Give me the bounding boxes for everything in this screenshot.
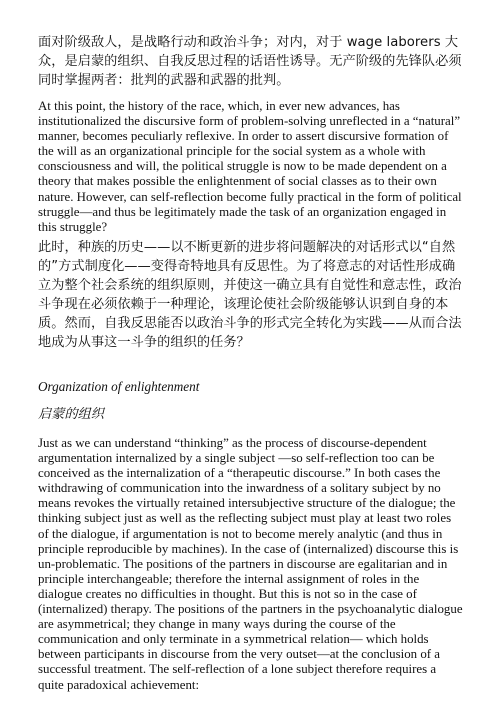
section-heading-zh: 启蒙的组织	[38, 407, 104, 422]
paragraph-zh-history: 此时，种族的历史——以不断更新的进步将问题解决的对话形式以“自然的”方式制度化——变得奇特地具有反思性。为了将意志的对话性形成确立为整个社会系统的组织原则，并使这一确立具有自觉性和意志性，政治斗争现在必须依赖于一种理论，该理论使社会阶级能够认识到自身的本质。然而，自我反思能否以政治斗争的形式完全转化为实践——从而合法地成为从事这一斗争的组织的任务？	[38, 240, 462, 350]
section-heading-en: Organization of enlightenment	[38, 379, 200, 394]
paragraph-en-history: At this point, the history of the race, which, in ever new advances, has institutionalized the discursive form of problem-solving unreflected in a “natural” manner, becomes peculiarly reflexive. In order to assert discursive formation of the will as an organizational principle for the social system as a whole with consciousness and will, the political struggle is now to be made dependent on a theory that makes possible the enlightenment of social classes as to their own nature. However, can self-reflection become fully practical in the form of political struggle—and thus be legitimately made the task of an organization engaged in this struggle?	[38, 99, 462, 234]
paragraph-zh-intro: 面对阶级敌人，是战略行动和政治斗争；对内，对于 wage laborers 大众，是启蒙的组织、自我反思过程的话语性诱导。无产阶级的先锋队必须同时掌握两者：批判的武器和武器的批判。	[38, 35, 462, 88]
paragraph-en-body: Just as we can understand “thinking” as the process of discourse-dependent argumentation internalized by a single subject —so self-reflection too can be conceived as the internalization of a “therapeutic discourse.” In both cases the withdrawing of communication into the inwardness of a solitary subject by no means revokes the virtually retained intersubjective structure of the dialogue; the thinking subject just as well as the reflecting subject must play at least two roles of the dialogue, if argumentation is not to become merely analytic (and thus in principle reproducible by machines). In the case of (internalized) discourse this is un-problematic. The positions of the partners in discourse are egalitarian and in principle interchangeable; therefore the internal assignment of roles in the dialogue creates no difficulties in thought. But this is not so in the case of (internalized) therapy. The positions of the partners in the psychoanalytic dialogue are asymmetrical; they change in many ways during the course of the communication and only terminate in a symmetrical relation— which holds between participants in discourse from the very outset—at the conclusion of a successful treatment. The self-reflection of a lone subject therefore requires a quite paradoxical achievement:	[38, 436, 463, 692]
